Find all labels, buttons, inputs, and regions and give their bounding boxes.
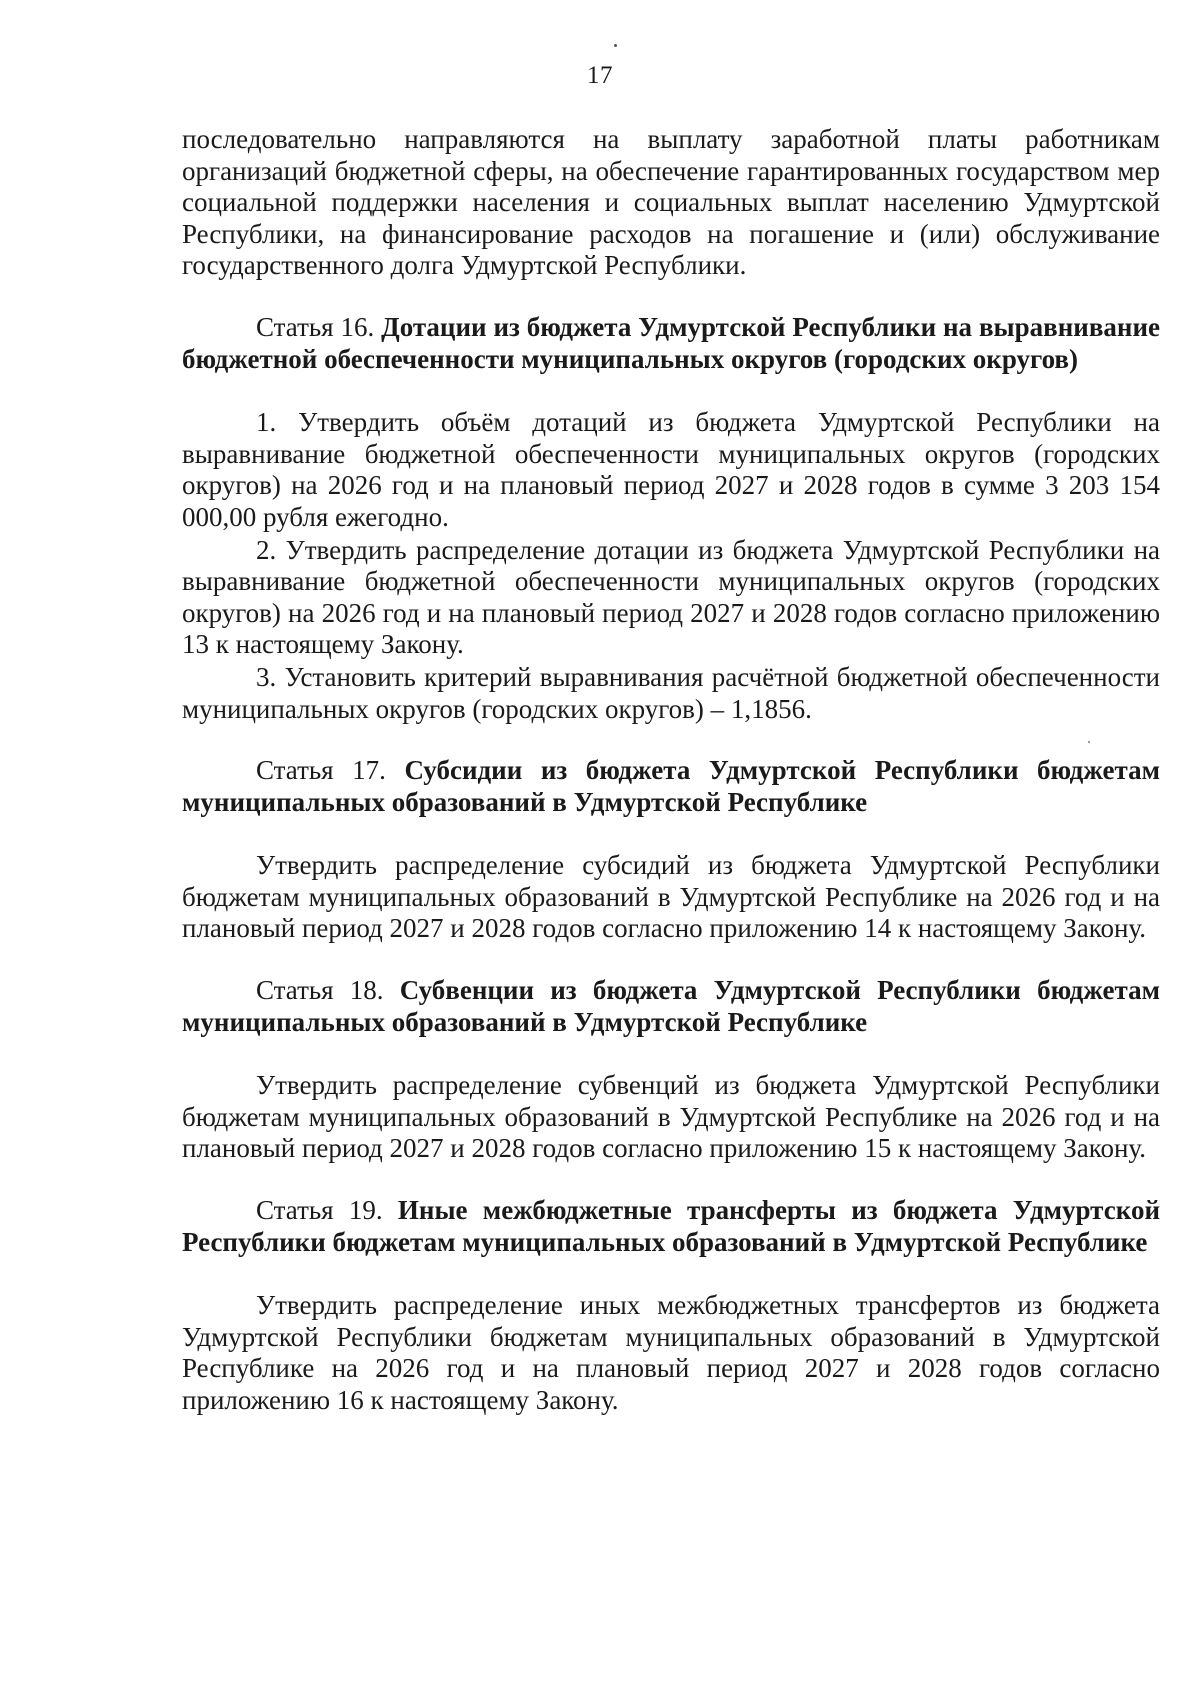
article-17-heading xyxy=(182,755,1160,818)
article-16-clause-3: 3. Установить критерий выравнивания расчётной бюджетной обеспеченности муниципальных округов (городских округов) – 1,1856. xyxy=(182,661,1160,724)
document-body xyxy=(182,124,1160,1417)
article-title: Иные межбюджетные трансферты из бюджета Удмуртской Республики бюджетам муниципальных образований в Удмуртской Республике xyxy=(182,1195,1160,1257)
article-18-heading xyxy=(182,975,1160,1038)
article-number: Статья 18. xyxy=(256,975,384,1006)
page-number: 17 xyxy=(587,62,613,89)
article-18-text: Утвердить распределение субвенций из бюджета Удмуртской Республики бюджетам муниципальных образований в Удмуртской Республике на 2026 год и на плановый период 2027 и 2028 годов согласно приложению 15 к настоящему Закону. xyxy=(182,1070,1160,1164)
article-19-text: Утвердить распределение иных межбюджетных трансфертов из бюджета Удмуртской Республики бюджетам муниципальных образований в Удмуртской Республике на 2026 год и на плановый период 2027 и 2028 годов согласно приложению 16 к настоящему Закону. xyxy=(182,1290,1160,1415)
scan-artifact-dot xyxy=(614,44,617,47)
article-title: Субсидии из бюджета Удмуртской Республики бюджетам муниципальных образований в Удмуртской Республике xyxy=(182,755,1160,817)
article-17-text: Утвердить распределение субсидий из бюджета Удмуртской Республики бюджетам муниципальных образований в Удмуртской Республике на 2026 год и на плановый период 2027 и 2028 годов согласно приложению 14 к настоящему Закону. xyxy=(182,850,1160,944)
article-number: Статья 19. xyxy=(256,1195,383,1226)
article-16-clause-2: 2. Утвердить распределение дотации из бюджета Удмуртской Республики на выравнивание бюджетной обеспеченности муниципальных округов (городских округов) на 2026 год и на плановый период 2027 и 2028 годов согласно приложению 13 к настоящему Закону. xyxy=(182,534,1160,660)
article-16-heading xyxy=(182,312,1160,375)
article-16-clause-1: 1. Утвердить объём дотаций из бюджета Удмуртской Республики на выравнивание бюджетной обеспеченности муниципальных округов (городских округов) на 2026 год и на плановый период 2027 и 2028 годов в сумме 3 203 154 000,00 рубля ежегодно. xyxy=(182,407,1160,532)
article-number: Статья 16. xyxy=(256,311,375,342)
article-number: Статья 17. xyxy=(256,755,386,786)
article-title: Дотации из бюджета Удмуртской Республики на выравнивание бюджетной обеспеченности муниципальных округов (городских округов) xyxy=(182,311,1160,374)
article-title: Субвенции из бюджета Удмуртской Республики бюджетам муниципальных образований в Удмуртской Республике xyxy=(182,975,1161,1037)
article-19-heading xyxy=(182,1195,1160,1258)
paragraph-continuation: последовательно направляются на выплату заработной платы работникам организаций бюджетной сферы, на обеспечение гарантированных государством мер социальной поддержки населения и социальных выплат населению Удмуртской Республики, на финансирование расходов на погашение и (или) обслуживание государственного долга Удмуртской Республики. xyxy=(182,124,1160,281)
